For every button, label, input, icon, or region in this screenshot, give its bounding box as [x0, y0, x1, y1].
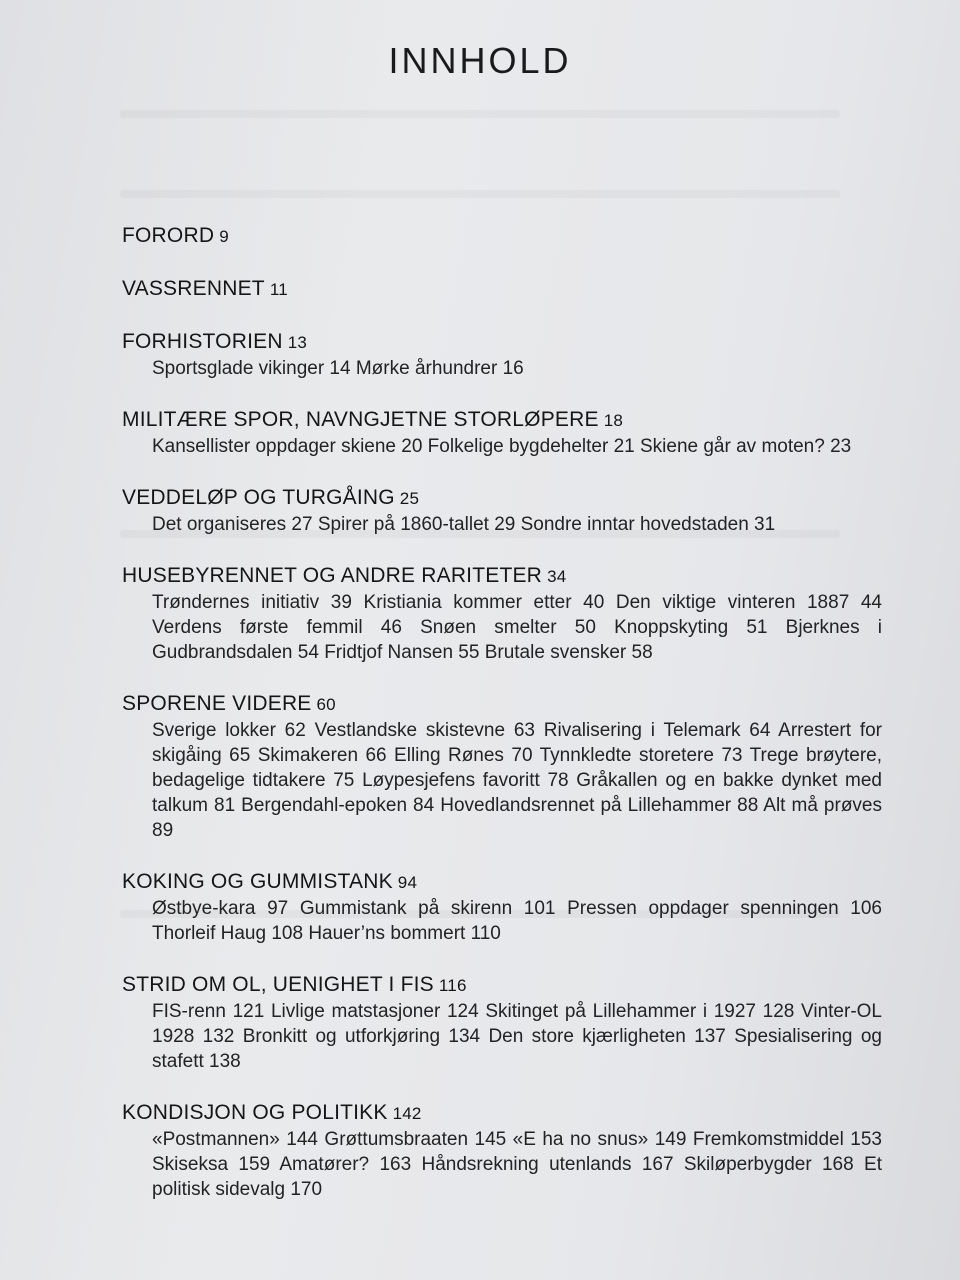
- toc-chapter: [122, 406, 882, 459]
- toc-chapter: [122, 328, 882, 381]
- chapter-page: 116: [438, 976, 467, 995]
- toc-chapter: [122, 222, 882, 250]
- chapter-page: 142: [392, 1104, 422, 1123]
- chapter-title: FORORD: [122, 224, 215, 247]
- chapter-page: 34: [547, 567, 567, 586]
- chapter-page: 60: [316, 695, 336, 714]
- chapter-page: 9: [219, 227, 229, 246]
- chapter-heading: [122, 562, 882, 590]
- chapter-heading: [122, 406, 882, 434]
- toc-chapter: [122, 484, 882, 537]
- chapter-heading: [122, 275, 882, 303]
- section-list: Østbye-kara 97 Gummistank på skirenn 101 Pressen oppdager spenningen 106 Thorleif Haug 108 Hauer’ns bommert 110: [152, 898, 882, 944]
- chapter-heading: [122, 971, 882, 999]
- section-list: Sverige lokker 62 Vestlandske skistevne 63 Rivalisering i Telemark 64 Arrestert for skigåing 65 Skimakeren 66 Elling Rønes 70 Tynnkledte storetere 73 Trege brøytere, bedagelige tidtakere 75 Løypesjefens favoritt 78 Gråkallen og en bakke dynket med talkum 81 Bergendahl-epoken 84 Hovedlandsrennet på Lillehammer 88 Alt må prøves 89: [152, 720, 882, 841]
- chapter-page: 25: [399, 489, 420, 508]
- section-list: Trøndernes initiativ 39 Kristiania kommer etter 40 Den viktige vinteren 1887 44 Verdens første femmil 46 Snøen smelter 50 Knoppskyting 51 Bjerknes i Gudbrandsdalen 54 Fridtjof Nansen 55 Brutale svensker 58: [152, 592, 882, 663]
- show-through-line: [120, 190, 840, 198]
- toc-chapter: [122, 690, 882, 843]
- section-list: Det organiseres 27 Spirer på 1860-tallet 29 Sondre inntar hovedstaden 31: [152, 514, 776, 535]
- section-list: «Postmannen» 144 Grøttumsbraaten 145 «E ha no snus» 149 Fremkomstmiddel 153 Skiseksa 159 Amatører? 163 Håndsrekning utenlands 167 Skiløperbygder 168 Et politisk sidevalg 170: [152, 1129, 882, 1200]
- toc-chapter: [122, 1099, 882, 1202]
- section-list: FIS-renn 121 Livlige matstasjoner 124 Skitinget på Lillehammer i 1927 128 Vinter-OL 1928 132 Bronkitt og utforkjøring 134 Den store kjærligheten 137 Spesialisering og stafett 138: [152, 1001, 882, 1072]
- table-of-contents: [122, 222, 882, 1227]
- chapter-heading: [122, 690, 882, 718]
- toc-chapter: [122, 562, 882, 665]
- chapter-title: MILITÆRE SPOR, NAVNGJETNE STORLØPERE: [122, 408, 599, 431]
- chapter-title: VEDDELØP OG TURGÅING: [122, 486, 395, 509]
- show-through-line: [120, 110, 840, 118]
- chapter-page: 18: [603, 411, 623, 430]
- toc-chapter: [122, 971, 882, 1074]
- chapter-page: 94: [397, 873, 418, 892]
- chapter-title: FORHISTORIEN: [122, 330, 283, 353]
- chapter-title: HUSEBYRENNET OG ANDRE RARITETER: [122, 564, 543, 587]
- chapter-title: KONDISJON OG POLITIKK: [122, 1101, 388, 1124]
- chapter-heading: [122, 484, 882, 512]
- section-list: Sportsglade vikinger 14 Mørke århundrer 16: [152, 358, 524, 379]
- chapter-title: STRID OM OL, UENIGHET I FIS: [122, 973, 434, 996]
- section-list: Kansellister oppdager skiene 20 Folkelige bygdehelter 21 Skiene går av moten? 23: [152, 436, 852, 457]
- chapter-title: KOKING OG GUMMISTANK: [122, 870, 393, 893]
- page-title: INNHOLD: [388, 40, 572, 81]
- chapter-heading: [122, 328, 882, 356]
- chapter-heading: [122, 1099, 882, 1127]
- toc-chapter: [122, 868, 882, 946]
- chapter-heading: [122, 222, 882, 250]
- chapter-page: 13: [287, 333, 308, 352]
- toc-chapter: [122, 275, 882, 303]
- chapter-title: SPORENE VIDERE: [122, 692, 312, 715]
- chapter-heading: [122, 868, 882, 896]
- chapter-title: VASSRENNET: [122, 277, 265, 300]
- chapter-page: 11: [269, 280, 288, 299]
